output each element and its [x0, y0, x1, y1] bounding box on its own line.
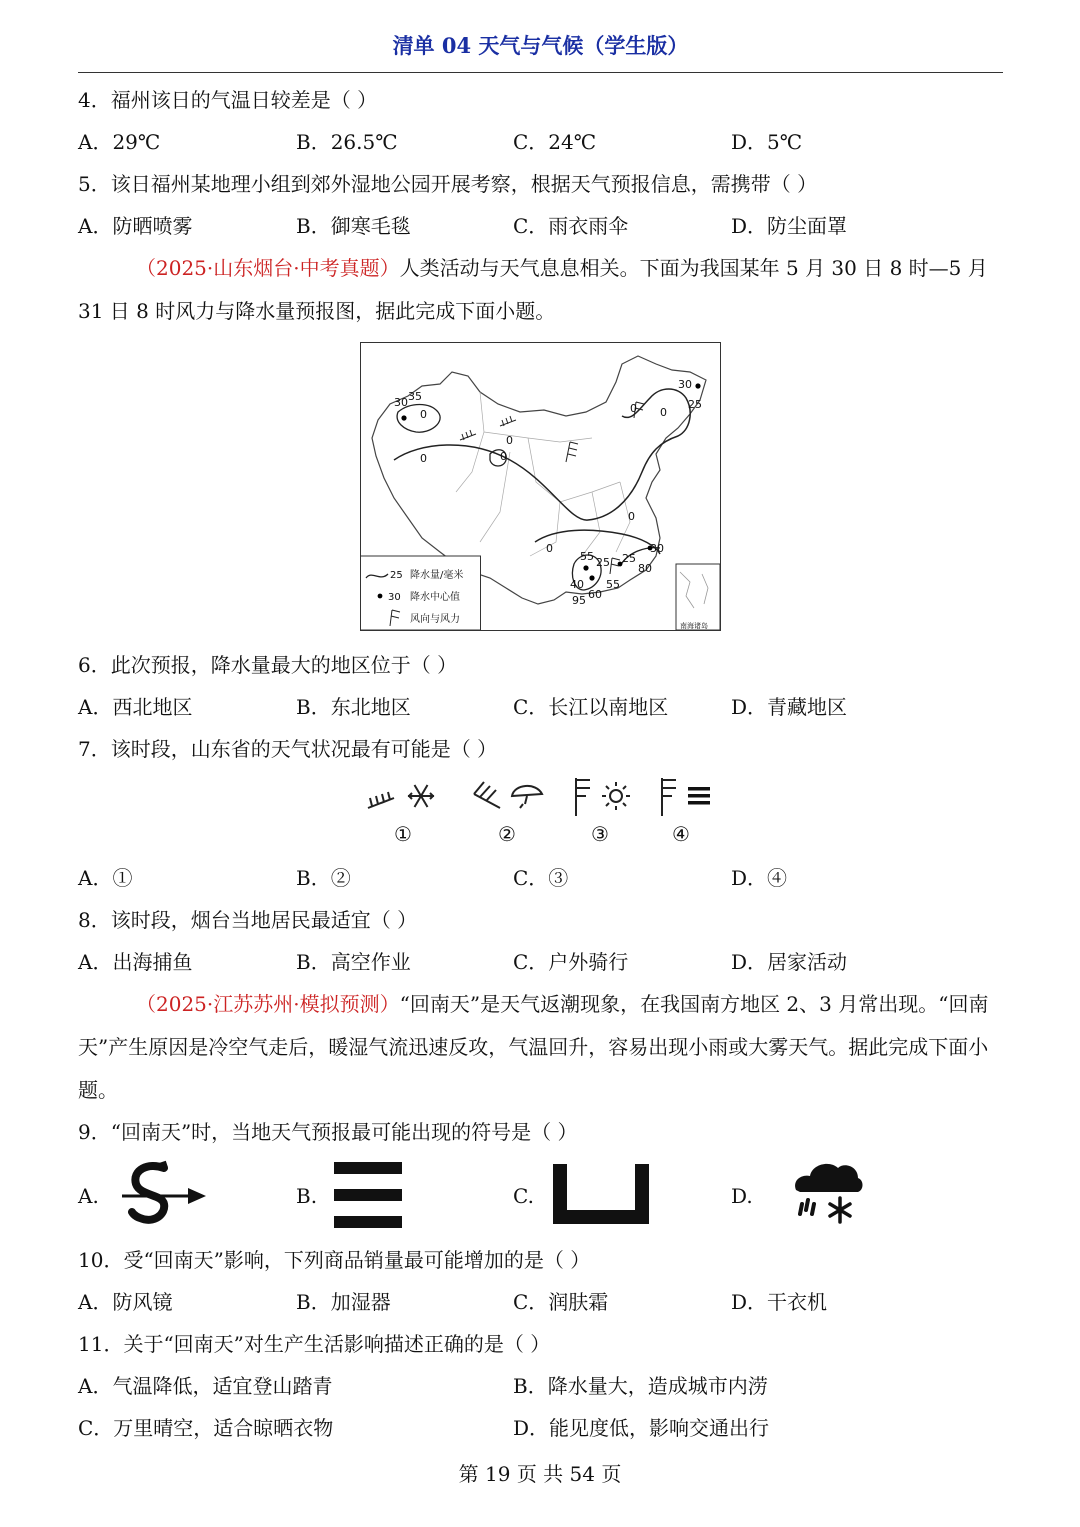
svg-text:25: 25	[688, 398, 702, 411]
q10-option-b[interactable]: B．加湿器	[296, 1290, 391, 1314]
q8-option-a[interactable]: A．出海捕鱼	[78, 950, 193, 974]
precipitation-forecast-map	[360, 342, 721, 631]
weather-symbol-1	[366, 778, 442, 818]
passage-2-text: “回南天”是天气返潮现象，在我国南方地区 2、3 月常出现。“回南天”产生原因是冷空气走后，暖湿气流迅速反攻，气温回升，容易出现小雨或大雾天气。据此完成下面小题。	[78, 992, 989, 1102]
svg-text:60: 60	[588, 588, 602, 601]
passage-1-text: 人类活动与天气息息相关。下面为我国某年 5 月 30 日 8 时—5 月 31 日 8 时风力与降水量预报图，据此完成下面小题。	[78, 256, 988, 323]
svg-text:0: 0	[546, 542, 553, 555]
svg-text:0: 0	[660, 406, 667, 419]
q8-option-c[interactable]: C．户外骑行	[513, 950, 629, 974]
svg-text:55: 55	[606, 578, 620, 591]
q4-option-c[interactable]: C．24℃	[513, 130, 597, 154]
q6-option-a[interactable]: A．西北地区	[78, 695, 193, 719]
passage-2	[78, 983, 1003, 1112]
q11-option-b[interactable]: B．降水量大，造成城市内涝	[513, 1374, 768, 1398]
svg-text:55: 55	[580, 550, 594, 563]
symbol-label-3: ③	[591, 822, 609, 846]
q9-option-b[interactable]: B.	[296, 1184, 318, 1208]
legend-center-label: 降水中心值	[410, 592, 460, 603]
q9-stem: 9．“回南天”时，当地天气预报最可能出现的符号是（ ）	[78, 1120, 578, 1144]
q10-option-a[interactable]: A．防风镜	[78, 1290, 173, 1314]
legend-wind-label: 风向与风力	[410, 614, 460, 625]
weather-symbol-2	[470, 776, 550, 818]
sandstorm-symbol	[118, 1158, 212, 1234]
sleet-symbol	[792, 1160, 864, 1230]
svg-text:40: 40	[570, 578, 584, 591]
q5-option-d[interactable]: D．防尘面罩	[731, 214, 848, 238]
fog-symbol	[334, 1162, 402, 1232]
legend-center-value: 30	[388, 592, 401, 603]
symbol-label-1: ①	[394, 822, 412, 846]
q11-stem: 11．关于“回南天”对生产生活影响描述正确的是（ ）	[78, 1332, 551, 1356]
q11-option-d[interactable]: D．能见度低，影响交通出行	[513, 1416, 770, 1440]
inset-label: 南海诸岛	[680, 622, 708, 630]
legend-isohyet-label: 降水量/毫米	[410, 570, 464, 581]
svg-text:0: 0	[420, 452, 427, 465]
svg-text:25: 25	[596, 556, 610, 569]
q7-stem: 7．该时段，山东省的天气状况最有可能是（ ）	[78, 737, 498, 761]
svg-text:25: 25	[622, 552, 636, 565]
q9-option-d[interactable]: D.	[731, 1184, 753, 1208]
q4-option-d[interactable]: D．5℃	[731, 130, 803, 154]
svg-text:95: 95	[572, 594, 586, 607]
symbol-label-4: ④	[672, 822, 690, 846]
q6-option-c[interactable]: C．长江以南地区	[513, 695, 669, 719]
weather-symbol-4	[654, 774, 716, 822]
q4-option-a[interactable]: A．29℃	[78, 130, 161, 154]
svg-text:0: 0	[500, 450, 507, 463]
q5-option-b[interactable]: B．御寒毛毯	[296, 214, 411, 238]
q5-option-c[interactable]: C．雨衣雨伞	[513, 214, 629, 238]
weather-symbol-3	[568, 774, 638, 822]
svg-text:30: 30	[394, 396, 408, 409]
q9-option-c[interactable]: C.	[513, 1184, 534, 1208]
q8-stem: 8．该时段，烟台当地居民最适宜（ ）	[78, 908, 418, 932]
q5-option-a[interactable]: A．防晒喷雾	[78, 214, 193, 238]
symbol-label-2: ②	[498, 822, 516, 846]
q6-option-b[interactable]: B．东北地区	[296, 695, 411, 719]
q6-option-d[interactable]: D．青藏地区	[731, 695, 848, 719]
svg-text:30: 30	[678, 378, 692, 391]
svg-text:35: 35	[408, 390, 422, 403]
svg-text:0: 0	[506, 434, 513, 447]
frost-symbol	[553, 1164, 649, 1228]
svg-text:80: 80	[638, 562, 652, 575]
svg-text:0: 0	[630, 402, 637, 415]
q11-option-c[interactable]: C．万里晴空，适合晾晒衣物	[78, 1416, 334, 1440]
q4-stem: 4．福州该日的气温日较差是（ ）	[78, 88, 378, 112]
passage-1-source: （2025·山东烟台·中考真题）	[136, 256, 400, 280]
passage-2-source: （2025·江苏苏州·模拟预测）	[136, 992, 400, 1016]
q4-option-b[interactable]: B．26.5℃	[296, 130, 398, 154]
q9-option-a[interactable]: A.	[78, 1184, 99, 1208]
q5-stem: 5．该日福州某地理小组到郊外湿地公园开展考察，根据天气预报信息，需携带（ ）	[78, 172, 818, 196]
page-header	[78, 28, 1003, 73]
page-title: 清单 04 天气与气候（学生版）	[392, 33, 689, 58]
q7-option-c[interactable]: C．③	[513, 866, 569, 890]
q10-option-d[interactable]: D．干衣机	[731, 1290, 828, 1314]
svg-text:0: 0	[420, 408, 427, 421]
q8-option-d[interactable]: D．居家活动	[731, 950, 848, 974]
q10-stem: 10．受“回南天”影响，下列商品销量最可能增加的是（ ）	[78, 1248, 591, 1272]
q7-option-d[interactable]: D．④	[731, 866, 788, 890]
svg-text:0: 0	[628, 510, 635, 523]
q7-option-a[interactable]: A．①	[78, 866, 133, 890]
q11-option-a[interactable]: A．气温降低，适宜登山踏青	[78, 1374, 333, 1398]
q7-option-b[interactable]: B．②	[296, 866, 351, 890]
q8-option-b[interactable]: B．高空作业	[296, 950, 411, 974]
svg-text:30: 30	[650, 542, 664, 555]
q10-option-c[interactable]: C．润肤霜	[513, 1290, 609, 1314]
page-footer: 第 19 页 共 54 页	[458, 1462, 622, 1486]
q6-stem: 6．此次预报，降水量最大的地区位于（ ）	[78, 653, 458, 677]
passage-1	[78, 247, 1003, 333]
legend-isohyet-value: 25	[390, 570, 403, 581]
